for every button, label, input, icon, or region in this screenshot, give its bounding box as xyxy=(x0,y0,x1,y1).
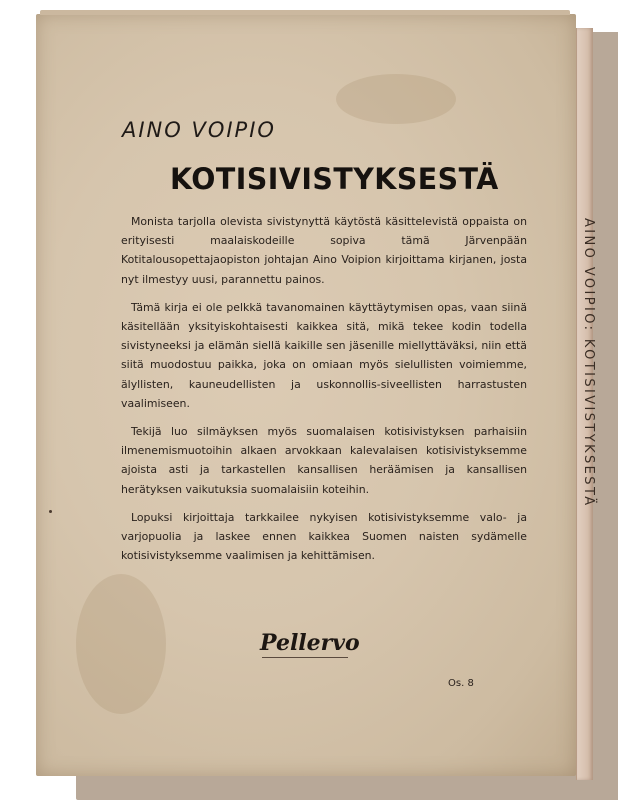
book xyxy=(36,14,596,782)
blurb-paragraph: Tämä kirja ei ole pelkkä tavanomainen käyttäytymisen opas, vaan siinä käsitellään yksityiskohtaisesti kaikkea sitä, mikä tekee kodin todella sivistyneeksi ja elämän siellä kaikille sen jäsenille miellyttäväksi, niin että siitä muodostuu paikka, joka on omiaan myös sielullisten voimiemme, älyllisten, kauneudellisten ja uskonnollis-siveellisten harrastusten vaalimiseen. xyxy=(121,300,527,410)
book-spine xyxy=(576,28,596,780)
blurb-paragraph: Tekijä luo silmäyksen myös suomalaisen kotisivistyksen parhaisiin ilmenemismuotoihin alkaen arvokkaan kalevalaisen kotisivistyksemme ajoista asti ja tarkastellen kansallisen heräämisen ja kansallisen herätyksen vaikutuksia suomalaisiin koteihin. xyxy=(121,425,527,496)
publisher-logo-underline xyxy=(262,657,348,658)
publisher-logo: Pellervo xyxy=(260,630,360,656)
spine-text: AINO VOIPIO: KOTISIVISTYKSESTÄ xyxy=(581,218,596,508)
price-label: Os. 8 xyxy=(448,678,474,689)
blurb-paragraph: Monista tarjolla olevista sivistynyttä käytöstä käsittelevistä oppaista on erityisesti maalaiskodeille sopiva tämä Järvenpään Kotitalousopettajaopiston johtajan Aino Voipion kirjoittama kirjanen, josta nyt ilmestyy uusi, parannettu painos. xyxy=(121,215,527,286)
ink-speck xyxy=(49,510,52,513)
back-cover xyxy=(36,14,576,776)
blurb-paragraph: Lopuksi kirjoittaja tarkkailee nykyisen kotisivistyksemme valo- ja varjopuolia ja laskee ennen kaikkea Suomen naisten sydämelle kotisivistyksemme vaalimisen ja kehittämisen. xyxy=(121,510,527,563)
author-name: AINO VOIPIO xyxy=(122,118,276,142)
book-title: KOTISIVISTYKSESTÄ xyxy=(170,162,499,196)
blurb-text xyxy=(121,212,527,574)
paper-stain xyxy=(336,74,456,124)
top-edge xyxy=(40,10,570,15)
paper-stain xyxy=(76,574,166,714)
